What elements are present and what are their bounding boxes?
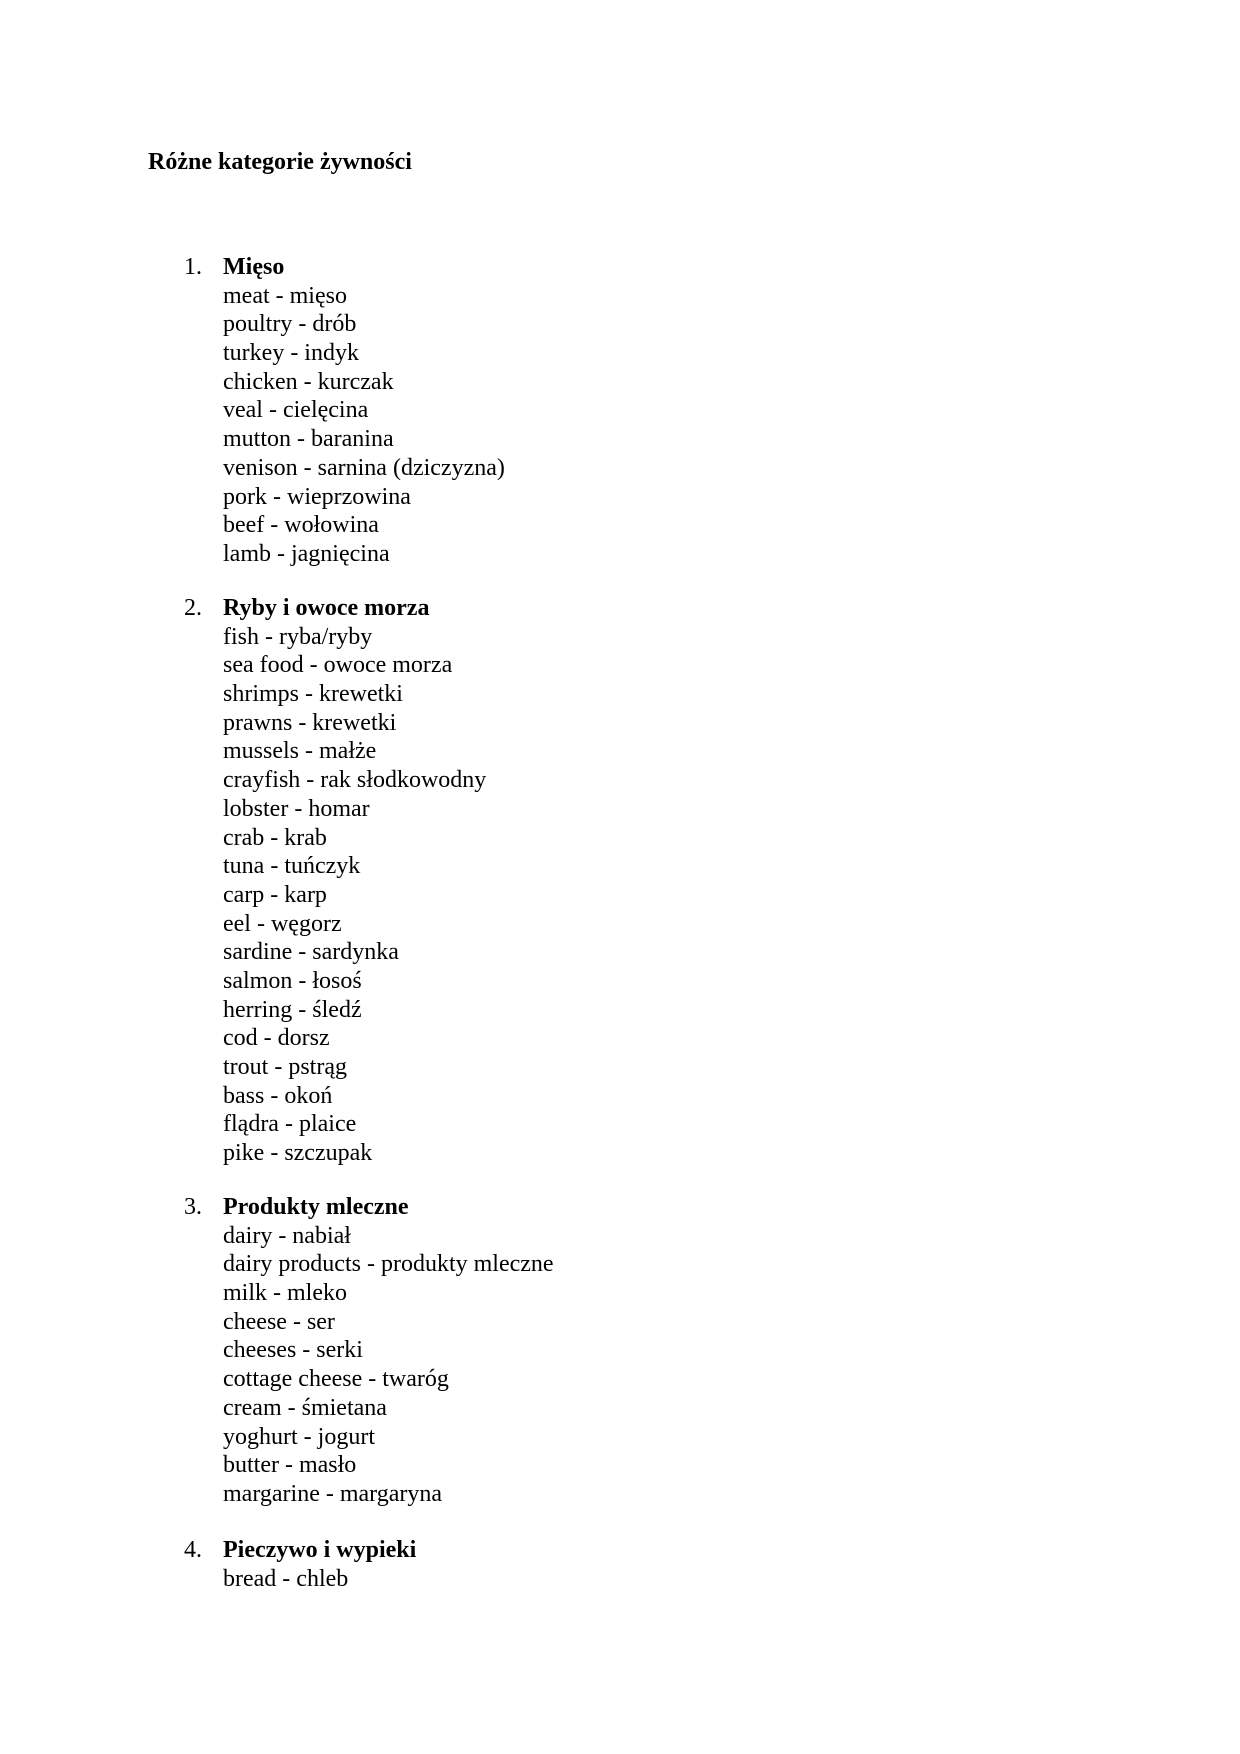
list-item: butter - masło xyxy=(223,1452,357,1479)
list-item: mutton - baranina xyxy=(223,426,394,453)
list-item: milk - mleko xyxy=(223,1280,347,1307)
list-item: veal - cielęcina xyxy=(223,397,369,424)
list-item: crayfish - rak słodkowodny xyxy=(223,767,487,794)
list-item: beef - wołowina xyxy=(223,512,379,539)
section-header xyxy=(184,594,1084,623)
list-item: fish - ryba/ryby xyxy=(223,623,373,650)
list-item: turkey - indyk xyxy=(223,340,359,367)
list-item: carp - karp xyxy=(223,881,327,908)
list-item: prawns - krewetki xyxy=(223,709,397,736)
list-item: lamb - jagnięcina xyxy=(223,540,390,567)
section-heading: Ryby i owoce morza xyxy=(223,595,430,621)
section-header xyxy=(184,253,1084,282)
section-header xyxy=(184,1193,1084,1222)
list-item: herring - śledź xyxy=(223,996,362,1023)
list-item: crab - krab xyxy=(223,824,327,851)
list-item: cream - śmietana xyxy=(223,1394,387,1421)
section-heading: Produkty mleczne xyxy=(223,1194,409,1220)
list-item: cheese - ser xyxy=(223,1308,335,1335)
list-item: poultry - drób xyxy=(223,311,357,338)
section-heading: Mięso xyxy=(223,254,285,280)
list-item: yoghurt - jogurt xyxy=(223,1423,375,1450)
section-number: 3. xyxy=(184,1194,202,1220)
section-bread-bakery xyxy=(184,1536,1084,1593)
list-item: venison - sarnina (dziczyzna) xyxy=(223,454,505,481)
section-number: 4. xyxy=(184,1537,202,1563)
section-header xyxy=(184,1536,1084,1565)
list-item: salmon - łosoś xyxy=(223,967,362,994)
document-title: Różne kategorie żywności xyxy=(148,149,412,175)
vocabulary-list xyxy=(184,623,1084,1168)
vocabulary-list xyxy=(184,1565,1084,1594)
section-heading: Pieczywo i wypieki xyxy=(223,1537,417,1563)
list-item: sea food - owoce morza xyxy=(223,652,453,679)
list-item: margarine - margaryna xyxy=(223,1480,443,1507)
section-meat xyxy=(184,253,1084,569)
vocabulary-list xyxy=(184,1222,1084,1509)
list-item: tuna - tuńczyk xyxy=(223,853,361,880)
section-number: 2. xyxy=(184,595,202,621)
list-item: pike - szczupak xyxy=(223,1140,373,1167)
list-item: dairy products - produkty mleczne xyxy=(223,1251,554,1278)
list-item: bread - chleb xyxy=(223,1565,349,1592)
list-item: lobster - homar xyxy=(223,795,370,822)
list-item: flądra - plaice xyxy=(223,1111,357,1138)
list-item: cod - dorsz xyxy=(223,1025,330,1052)
list-item: mussels - małże xyxy=(223,738,377,765)
list-item: chicken - kurczak xyxy=(223,368,394,395)
list-item: cheeses - serki xyxy=(223,1337,363,1364)
list-item: trout - pstrąg xyxy=(223,1054,347,1080)
list-item: sardine - sardynka xyxy=(223,939,399,966)
list-item: eel - węgorz xyxy=(223,910,342,937)
section-dairy xyxy=(184,1193,1084,1509)
vocabulary-list xyxy=(184,282,1084,569)
list-item: bass - okoń xyxy=(223,1082,333,1109)
section-fish-seafood xyxy=(184,594,1084,1168)
list-item: shrimps - krewetki xyxy=(223,681,403,708)
section-number: 1. xyxy=(184,254,202,280)
list-item: meat - mięso xyxy=(223,282,347,309)
list-item: pork - wieprzowina xyxy=(223,483,411,510)
list-item: cottage cheese - twaróg xyxy=(223,1366,449,1393)
list-item: dairy - nabiał xyxy=(223,1222,351,1249)
